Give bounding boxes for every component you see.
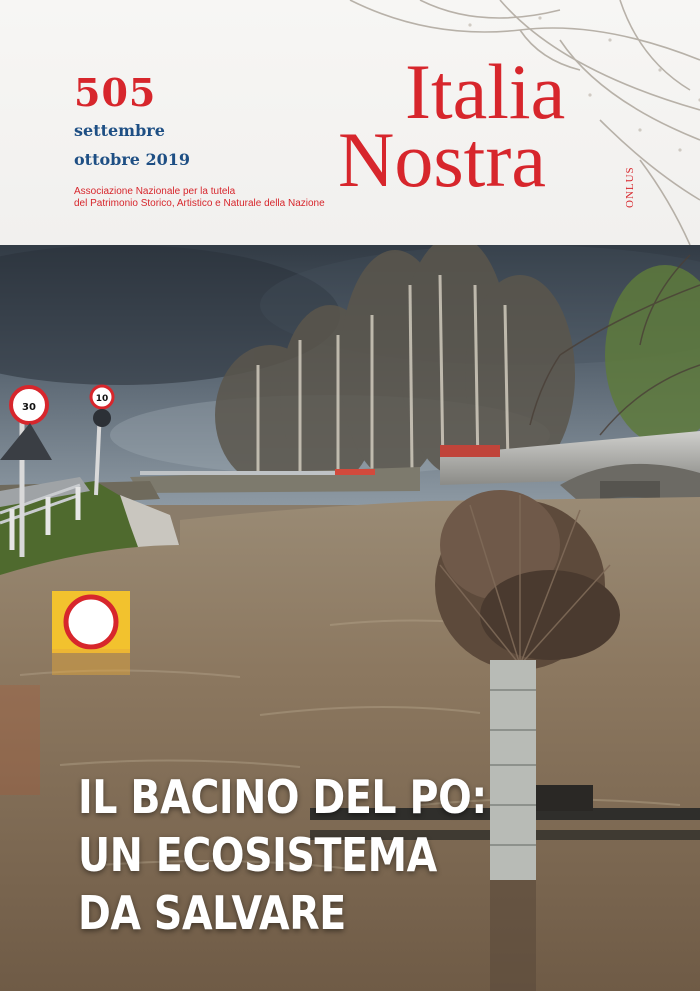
logo-italia: Italia <box>405 48 566 135</box>
logo-nostra: Nostra <box>338 116 546 203</box>
svg-text:30: 30 <box>22 402 36 413</box>
headline-line-1: IL BACINO DEL PO: <box>78 770 487 824</box>
issue-number: 505 <box>74 70 157 115</box>
issue-date-line: ottobre 2019 <box>74 150 191 169</box>
logo-onlus: ONLUS <box>624 166 636 208</box>
issue-month: settembre <box>74 121 165 140</box>
svg-text:10: 10 <box>95 394 109 404</box>
headline-line-2: UN ECOSISTEMA <box>78 828 437 882</box>
association-line-1: Associazione Nazionale per la tutela <box>74 186 236 197</box>
no-entry-sign <box>52 591 130 675</box>
association-description <box>74 186 334 210</box>
headline-line-3: DA SALVARE <box>78 886 346 940</box>
cover-headline <box>78 768 487 942</box>
association-line-2: del Patrimonio Storico, Artistico e Naturale della Nazione <box>74 198 325 209</box>
